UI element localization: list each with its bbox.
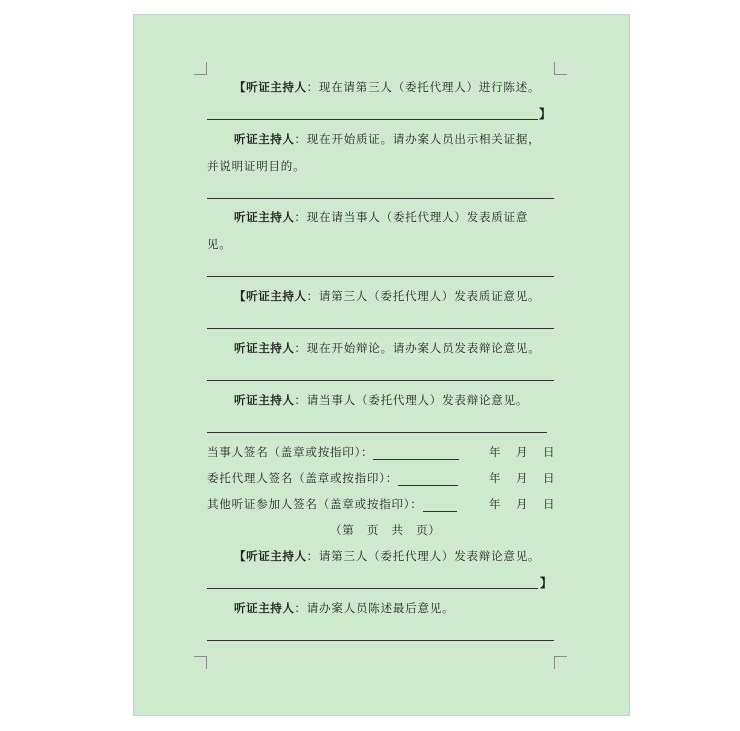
paragraph-text: ：请办案人员陈述最后意见。 bbox=[294, 601, 455, 615]
crop-mark-bottom-right bbox=[554, 656, 567, 669]
date-year: 年 bbox=[489, 445, 501, 459]
date-year: 年 bbox=[489, 497, 501, 511]
paragraph-text: ：现在开始质证。请办案人员出示相关证据， bbox=[294, 132, 541, 146]
paragraph-text: ：现在开始辩论。请办案人员发表辩论意见。 bbox=[294, 341, 541, 355]
paragraph-text: ：现在请第三人（委托代理人）进行陈述。 bbox=[306, 80, 541, 94]
date-day: 日 bbox=[543, 471, 555, 485]
paragraph-text: ：请第三人（委托代理人）发表质证意见。 bbox=[306, 289, 541, 303]
closing-bracket: 】 bbox=[539, 107, 552, 121]
answer-line bbox=[207, 328, 554, 329]
signature-label: 委托代理人签名（盖章或按指印）： bbox=[207, 471, 399, 485]
signature-label: 其他听证参加人签名（盖章或按指印）： bbox=[207, 497, 423, 511]
signature-blank[interactable] bbox=[398, 473, 458, 486]
paragraph-party-cross-opinion bbox=[234, 209, 528, 225]
speaker-label: 听证主持人 bbox=[234, 393, 295, 407]
speaker-label: 【听证主持人 bbox=[234, 289, 307, 303]
signature-other bbox=[207, 496, 457, 512]
answer-line bbox=[207, 276, 554, 277]
signature-label: 当事人签名（盖章或按指印）： bbox=[207, 445, 374, 459]
paragraph-third-party-cross-opinion bbox=[234, 288, 540, 304]
paragraph-debate-start bbox=[234, 340, 541, 356]
date-month: 月 bbox=[516, 497, 528, 511]
paragraph-third-party-statement bbox=[234, 79, 540, 95]
answer-line bbox=[207, 432, 547, 433]
speaker-label: 听证主持人 bbox=[234, 210, 295, 224]
speaker-label: 听证主持人 bbox=[234, 341, 295, 355]
answer-line bbox=[207, 198, 554, 199]
crop-mark-top-left bbox=[194, 62, 207, 75]
paragraph-text: ：现在请当事人（委托代理人）发表质证意 bbox=[294, 210, 529, 224]
paragraph-final-statement bbox=[234, 600, 454, 616]
date-day: 日 bbox=[543, 497, 555, 511]
paragraph-cross-examination bbox=[234, 131, 541, 147]
signature-agent bbox=[207, 470, 458, 486]
date-month: 月 bbox=[516, 471, 528, 485]
paragraph-continuation: 见。 bbox=[207, 237, 232, 251]
signature-blank[interactable] bbox=[373, 447, 459, 460]
date-year: 年 bbox=[489, 471, 501, 485]
answer-line bbox=[207, 588, 538, 589]
answer-line bbox=[207, 119, 538, 120]
answer-line bbox=[207, 640, 554, 641]
paragraph-text: ：请当事人（委托代理人）发表辩论意见。 bbox=[294, 393, 529, 407]
paragraph-third-party-debate-opinion bbox=[234, 548, 540, 564]
paragraph-continuation: 并说明证明目的。 bbox=[207, 159, 306, 173]
crop-mark-top-right bbox=[554, 62, 567, 75]
answer-line bbox=[207, 380, 554, 381]
crop-mark-bottom-left bbox=[194, 656, 207, 669]
speaker-label: 听证主持人 bbox=[234, 601, 295, 615]
paragraph-text: ：请第三人（委托代理人）发表辩论意见。 bbox=[306, 549, 541, 563]
speaker-label: 【听证主持人 bbox=[234, 549, 307, 563]
speaker-label: 【听证主持人 bbox=[234, 80, 307, 94]
paragraph-party-debate-opinion bbox=[234, 392, 528, 408]
signature-party bbox=[207, 444, 459, 460]
closing-bracket: 】 bbox=[540, 576, 553, 590]
speaker-label: 听证主持人 bbox=[234, 132, 295, 146]
page-number: （第 页 共 页） bbox=[330, 523, 441, 537]
date-day: 日 bbox=[543, 445, 555, 459]
date-month: 月 bbox=[516, 445, 528, 459]
signature-blank[interactable] bbox=[423, 499, 457, 512]
